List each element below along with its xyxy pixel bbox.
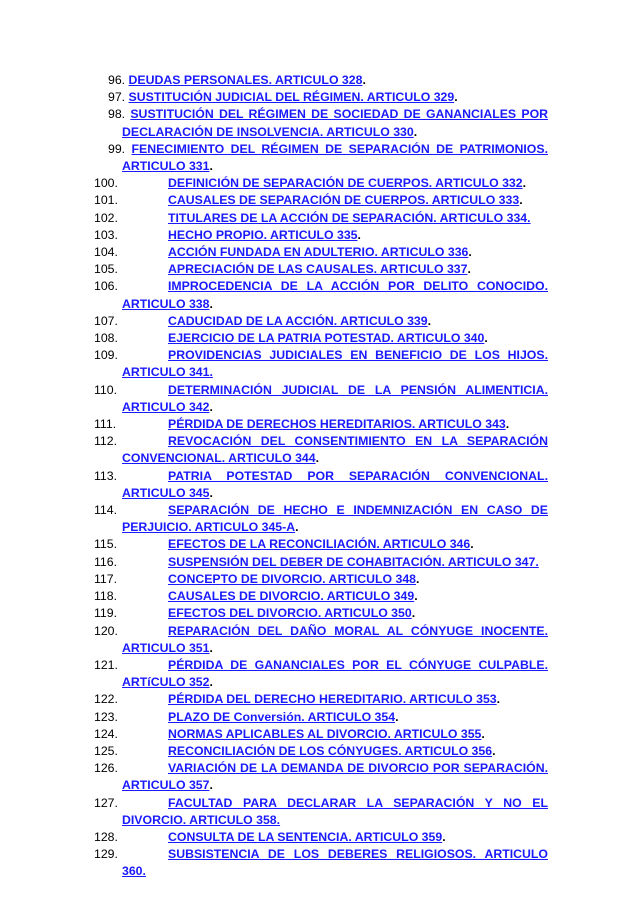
- entry-link[interactable]: PÉRDIDA DE DERECHOS HEREDITARIOS. ARTICULO 343: [168, 417, 506, 432]
- index-entry: [108, 72, 548, 89]
- entry-number: 97.: [108, 90, 126, 105]
- entry-link[interactable]: CONSULTA DE LA SENTENCIA. ARTICULO 359: [168, 829, 443, 844]
- entry-number: 120.: [94, 623, 118, 638]
- entry-link[interactable]: HECHO PROPIO. ARTICULO 335: [168, 227, 358, 242]
- entry-period: .: [209, 296, 213, 311]
- entry-number: 98.: [108, 107, 126, 122]
- entry-number: 116.: [94, 554, 118, 569]
- index-entry: [94, 278, 548, 312]
- entry-period: .: [209, 399, 213, 414]
- entry-link[interactable]: CADUCIDAD DE LA ACCIÓN. ARTICULO 339: [168, 313, 428, 328]
- entry-period: .: [209, 485, 213, 500]
- index-entry: [94, 347, 548, 381]
- index-entry: [94, 571, 548, 588]
- entry-period: .: [427, 313, 432, 328]
- entry-number: 121.: [94, 657, 118, 672]
- index-entry: [94, 175, 548, 192]
- index-entry: [94, 192, 548, 209]
- entry-number: 115.: [94, 537, 118, 552]
- entry-period: .: [295, 520, 299, 535]
- entry-link[interactable]: PÉRDIDA DE GANANCIALES POR EL CÓNYUGE CULPABLE. ARTíCULO 352: [122, 657, 548, 690]
- entry-number: 123.: [94, 709, 118, 724]
- index-entry: [94, 468, 548, 502]
- entry-link[interactable]: CAUSALES DE DIVORCIO. ARTICULO 349: [168, 589, 415, 604]
- entry-number: 105.: [94, 262, 118, 277]
- index-entry: [94, 605, 548, 622]
- entry-link[interactable]: CAUSALES DE SEPARACIÓN DE CUERPOS. ARTICULO 333: [168, 193, 520, 208]
- entry-link[interactable]: PATRIA POTESTAD POR SEPARACIÓN CONVENCIONAL. ARTICULO 345: [122, 468, 548, 500]
- entry-link[interactable]: VARIACIÓN DE LA DEMANDA DE DIVORCIO POR SEPARACIÓN. ARTICULO 357: [122, 761, 548, 793]
- entry-link[interactable]: CONCEPTO DE DIVORCIO. ARTICULO 348: [168, 571, 417, 586]
- entry-number: 104.: [94, 245, 118, 260]
- entry-number: 112.: [94, 434, 118, 449]
- entry-period: .: [411, 606, 416, 621]
- index-entry: [108, 141, 548, 175]
- index-entry: [94, 760, 548, 794]
- entry-number: 101.: [94, 193, 118, 208]
- entry-period: .: [413, 124, 418, 139]
- entry-number: 110.: [94, 382, 118, 397]
- index-entry: [94, 244, 548, 261]
- entry-number: 113.: [94, 468, 118, 483]
- entry-link[interactable]: REVOCACIÓN DEL CONSENTIMIENTO EN LA SEPARACIÓN CONVENCIONAL. ARTICULO 344: [122, 434, 548, 466]
- index-entry: [94, 227, 548, 244]
- entry-period: .: [416, 571, 420, 586]
- entry-link[interactable]: IMPROCEDENCIA DE LA ACCIÓN POR DELITO CONOCIDO. ARTICULO 338: [122, 279, 548, 311]
- index-entry: [94, 829, 548, 846]
- index-entry: [94, 416, 548, 433]
- entry-period: .: [315, 451, 320, 466]
- entry-link[interactable]: RECONCILIACIÓN DE LOS CÓNYUGES. ARTICULO 356: [168, 743, 493, 758]
- entry-period: .: [357, 227, 361, 242]
- index-entry: [94, 657, 548, 691]
- entry-link[interactable]: PROVIDENCIAS JUDICIALES EN BENEFICIO DE LOS HIJOS. ARTICULO 341.: [122, 348, 548, 380]
- index-entry: [94, 726, 548, 743]
- entry-number: 125.: [94, 743, 118, 758]
- index-entry: [94, 261, 548, 278]
- index-entry: [94, 433, 548, 467]
- entry-number: 100.: [94, 176, 118, 191]
- index-entry: [108, 106, 548, 140]
- entry-period: .: [209, 778, 213, 793]
- index-entry: [94, 502, 548, 536]
- index-entry: [94, 743, 548, 760]
- entry-number: 126.: [94, 761, 118, 776]
- entry-link[interactable]: FENECIMIENTO DEL RÉGIMEN DE SEPARACIÓN DE PATRIMONIOS. ARTICULO 331: [122, 141, 548, 174]
- entry-number: 96.: [108, 73, 126, 87]
- entry-number: 109.: [94, 348, 118, 363]
- entry-number: 122.: [94, 692, 118, 707]
- entry-number: 108.: [94, 331, 118, 346]
- entry-period: .: [522, 176, 527, 191]
- entry-period: .: [484, 331, 488, 346]
- entry-link[interactable]: REPARACIÓN DEL DAÑO MORAL AL CÓNYUGE INOCENTE. ARTICULO 351: [122, 623, 548, 655]
- entry-link[interactable]: DEUDAS PERSONALES. ARTICULO 328: [128, 73, 363, 87]
- entry-link[interactable]: TITULARES DE LA ACCIÓN DE SEPARACIÓN. ARTICULO 334.: [168, 210, 531, 225]
- index-entry: [94, 623, 548, 657]
- entry-period: .: [468, 245, 472, 260]
- entry-link[interactable]: EJERCICIO DE LA PATRIA POTESTAD. ARTICULO 340: [168, 331, 485, 346]
- index-entry: [108, 89, 548, 106]
- entry-number: 111.: [94, 417, 117, 432]
- entry-link[interactable]: SUSPENSIÓN DEL DEBER DE COHABITACIÓN. ARTICULO 347.: [168, 554, 539, 569]
- index-entry: [94, 536, 548, 553]
- index-entry: [94, 210, 548, 227]
- entry-link[interactable]: EFECTOS DE LA RECONCILIACIÓN. ARTICULO 346: [168, 537, 471, 552]
- entry-period: .: [414, 589, 418, 604]
- entry-number: 114.: [94, 503, 118, 518]
- entry-period: .: [209, 640, 213, 655]
- index-list: [94, 72, 549, 881]
- entry-number: 119.: [94, 606, 118, 621]
- index-entry: [94, 313, 548, 330]
- entry-number: 102.: [94, 210, 118, 225]
- entry-link[interactable]: SUBSISTENCIA DE LOS DEBERES RELIGIOSOS. ARTICULO 360.: [122, 847, 548, 879]
- index-entry: [94, 554, 548, 571]
- entry-period: .: [209, 159, 213, 174]
- entry-link[interactable]: DEFINICIÓN DE SEPARACIÓN DE CUERPOS. ARTICULO 332: [168, 176, 523, 191]
- entry-period: .: [442, 829, 446, 844]
- entry-link[interactable]: EFECTOS DEL DIVORCIO. ARTICULO 350: [168, 606, 412, 621]
- entry-number: 107.: [94, 313, 118, 328]
- entry-link[interactable]: FACULTAD PARA DECLARAR LA SEPARACIÓN Y NO EL DIVORCIO. ARTICULO 358.: [122, 795, 548, 827]
- entry-period: .: [492, 743, 496, 758]
- entry-link[interactable]: SUSTITUCIÓN JUDICIAL DEL RÉGIMEN. ARTICULO 329: [128, 90, 455, 105]
- entry-number: 99.: [108, 141, 126, 156]
- index-entry: [94, 795, 548, 829]
- entry-period: .: [519, 193, 523, 208]
- entry-link[interactable]: NORMAS APLICABLES AL DIVORCIO. ARTICULO 355: [168, 726, 482, 741]
- entry-number: 127.: [94, 795, 118, 810]
- entry-link[interactable]: SUSTITUCIÓN DEL RÉGIMEN DE SOCIEDAD DE GANANCIALES POR DECLARACIÓN DE INSOLVENCIA. ARTICULO 330: [122, 107, 549, 139]
- entry-number: 128.: [94, 829, 118, 844]
- entry-period: .: [496, 692, 501, 707]
- entry-link[interactable]: APRECIACIÓN DE LAS CAUSALES. ARTICULO 337: [168, 262, 468, 277]
- entry-number: 129.: [94, 847, 118, 862]
- entry-period: .: [481, 726, 485, 741]
- entry-link[interactable]: PLAZO DE Conversión. ARTICULO 354: [168, 709, 396, 724]
- entry-period: .: [470, 537, 474, 552]
- entry-link[interactable]: PÉRDIDA DEL DERECHO HEREDITARIO. ARTICULO 353: [168, 692, 497, 707]
- entry-number: 117.: [94, 571, 118, 586]
- entry-period: .: [505, 417, 510, 432]
- entry-number: 118.: [94, 589, 118, 604]
- entry-period: .: [395, 709, 399, 724]
- entry-number: 124.: [94, 726, 118, 741]
- entry-number: 106.: [94, 279, 118, 294]
- entry-link[interactable]: ACCIÓN FUNDADA EN ADULTERIO. ARTICULO 336: [168, 245, 469, 260]
- index-entry: [94, 709, 548, 726]
- entry-link[interactable]: DETERMINACIÓN JUDICIAL DE LA PENSIÓN ALIMENTICIA. ARTICULO 342: [122, 382, 548, 414]
- entry-period: .: [209, 675, 213, 690]
- index-entry: [94, 330, 548, 347]
- entry-period: .: [454, 90, 458, 105]
- entry-period: .: [362, 73, 366, 87]
- entry-link[interactable]: SEPARACIÓN DE HECHO E INDEMNIZACIÓN EN CASO DE PERJUICIO. ARTICULO 345-A: [122, 503, 548, 535]
- entry-period: .: [467, 262, 471, 277]
- index-entry: [94, 588, 548, 605]
- index-entry: [94, 691, 548, 708]
- index-entry: [94, 382, 548, 416]
- entry-number: 103.: [94, 227, 118, 242]
- index-entry: [94, 846, 548, 880]
